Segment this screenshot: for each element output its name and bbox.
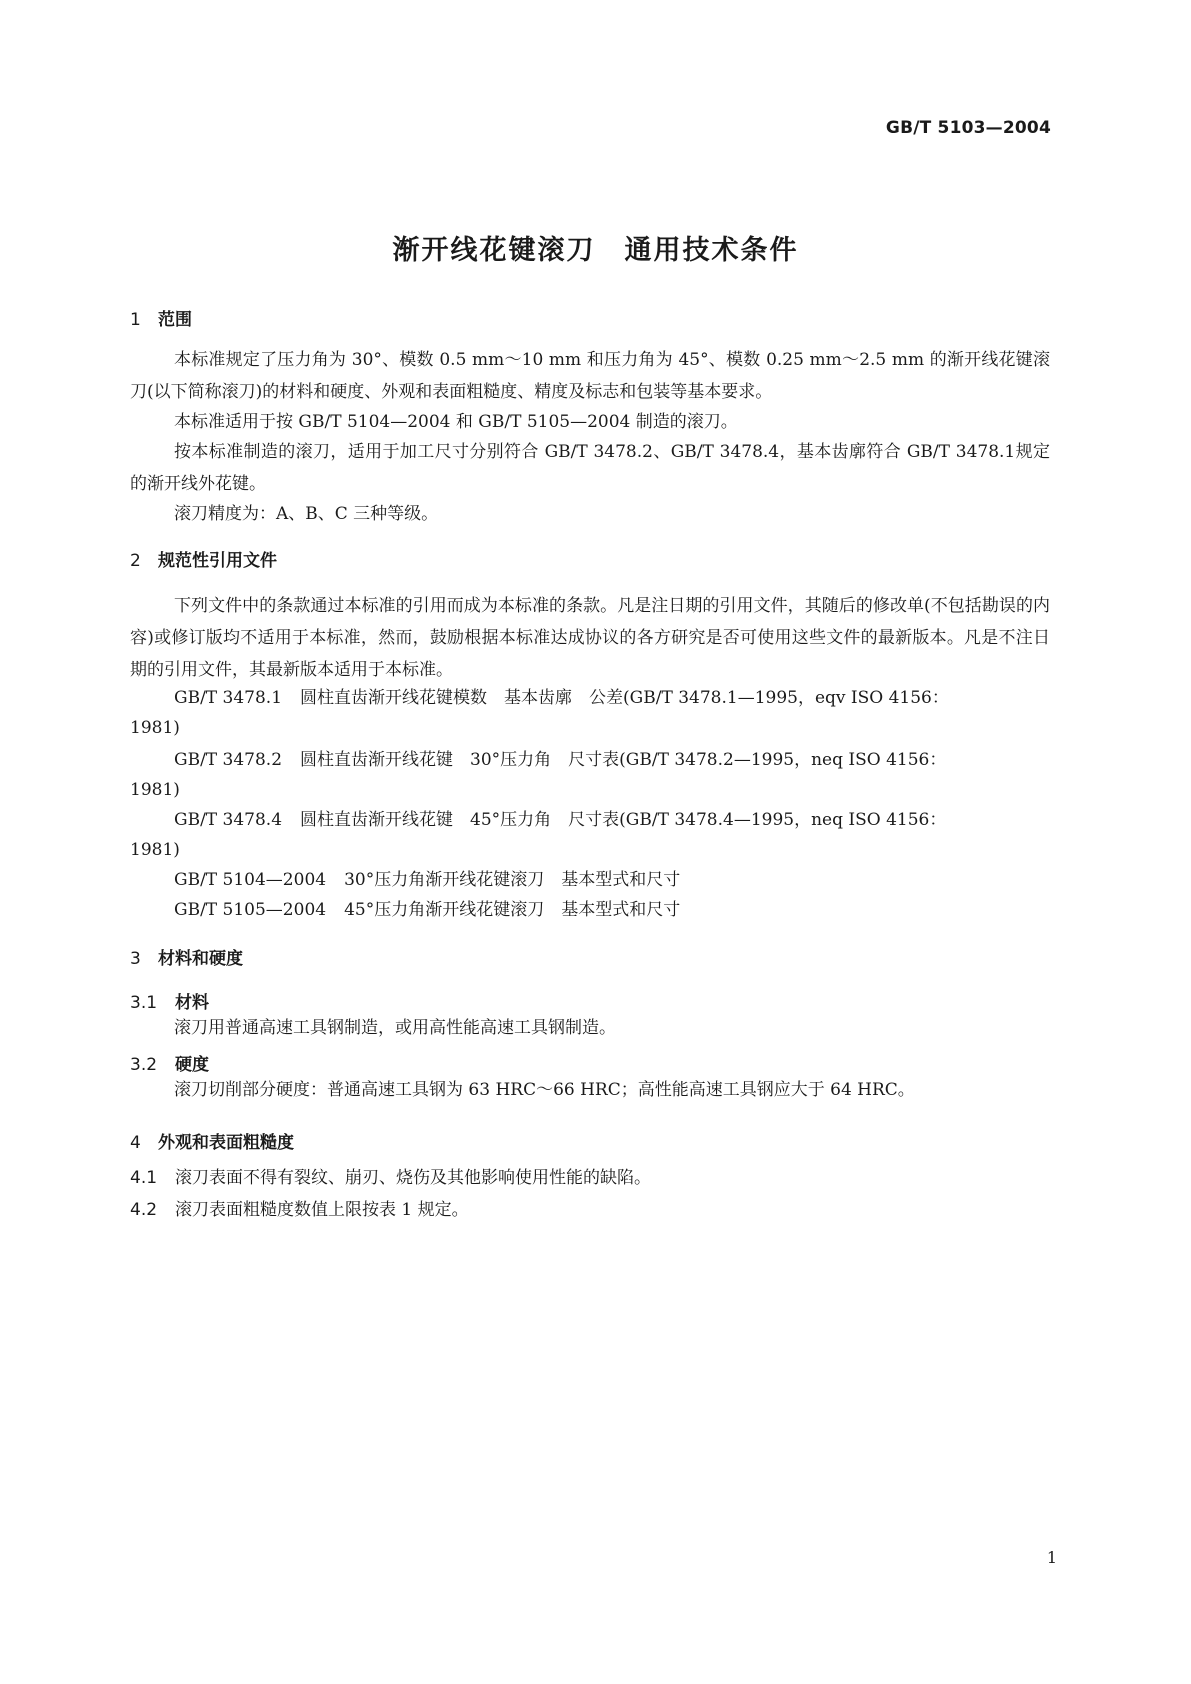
document-title: 渐开线花键滚刀 通用技术条件 <box>392 235 799 266</box>
subsection-3-1-heading <box>130 988 209 1013</box>
section-2-heading <box>130 546 277 571</box>
clause-number: 4.1 <box>130 1168 158 1188</box>
reference-continuation: 1981) <box>130 718 180 738</box>
reference-item <box>174 894 1050 926</box>
reference-continuation: 1981) <box>130 780 180 800</box>
section-title: 范围 <box>158 310 192 330</box>
clause-item <box>130 1194 1050 1226</box>
reference-code: GB/T 5105—2004 <box>174 900 327 920</box>
paragraph: 下列文件中的条款通过本标准的引用而成为本标准的条款。凡是注日期的引用文件，其随后的修改单(不包括勘误的内容)或修订版均不适用于本标准，然而，鼓励根据本标准达成协议的各方研究是否可使用这些文件的最新版本。凡是不注日期的引用文件，其最新版本适用于本标准。 <box>130 596 1050 680</box>
section-title: 外观和表面粗糙度 <box>158 1133 294 1153</box>
section-4-heading <box>130 1128 294 1153</box>
reference-title: 圆柱直齿渐开线花键 30°压力角 尺寸表(GB/T 3478.2—1995，neq ISO 4156： <box>300 750 947 770</box>
reference-title: 圆柱直齿渐开线花键 45°压力角 尺寸表(GB/T 3478.4—1995，neq ISO 4156： <box>300 810 947 830</box>
reference-item <box>174 744 1050 776</box>
section-3-heading <box>130 944 243 969</box>
standard-code: GB/T 5103—2004 <box>885 118 1051 138</box>
subsection-number: 3.2 <box>130 1055 158 1075</box>
paragraph: 本标准适用于按 GB/T 5104—2004 和 GB/T 5105—2004 制造的滚刀。 <box>174 412 738 432</box>
paragraph: 滚刀切削部分硬度：普通高速工具钢为 63 HRC～66 HRC；高性能高速工具钢应大于 64 HRC。 <box>174 1080 915 1100</box>
reference-title: 圆柱直齿渐开线花键模数 基本齿廓 公差(GB/T 3478.1—1995，eqv ISO 4156： <box>300 688 949 708</box>
reference-code: GB/T 3478.2 <box>174 750 283 770</box>
reference-code: GB/T 5104—2004 <box>174 870 327 890</box>
subsection-title: 硬度 <box>175 1055 209 1075</box>
paragraph: 滚刀精度为：A、B、C 三种等级。 <box>174 504 439 524</box>
section-number: 1 <box>130 310 141 330</box>
clause-number: 4.2 <box>130 1200 158 1220</box>
section-1-heading <box>130 305 192 330</box>
reference-item <box>174 804 1050 836</box>
reference-item <box>174 864 1050 896</box>
section-title: 规范性引用文件 <box>158 551 277 571</box>
section-number: 3 <box>130 949 141 969</box>
section-number: 2 <box>130 551 141 571</box>
subsection-3-2-heading <box>130 1050 209 1075</box>
reference-code: GB/T 3478.1 <box>174 688 283 708</box>
subsection-number: 3.1 <box>130 993 158 1013</box>
paragraph: 本标准规定了压力角为 30°、模数 0.5 mm～10 mm 和压力角为 45°、模数 0.25 mm～2.5 mm 的渐开线花键滚刀(以下简称滚刀)的材料和硬度、外观和表面粗糙度、精度及标志和包装等基本要求。 <box>130 350 1050 402</box>
clause-item <box>130 1162 1050 1194</box>
subsection-title: 材料 <box>175 993 209 1013</box>
section-title: 材料和硬度 <box>158 949 243 969</box>
reference-title: 45°压力角渐开线花键滚刀 基本型式和尺寸 <box>344 900 681 920</box>
reference-item <box>174 682 1050 714</box>
page-number: 1 <box>1046 1548 1057 1567</box>
reference-code: GB/T 3478.4 <box>174 810 283 830</box>
reference-title: 30°压力角渐开线花键滚刀 基本型式和尺寸 <box>344 870 681 890</box>
section-number: 4 <box>130 1133 141 1153</box>
paragraph: 按本标准制造的滚刀，适用于加工尺寸分别符合 GB/T 3478.2、GB/T 3478.4，基本齿廓符合 GB/T 3478.1规定的渐开线外花键。 <box>130 442 1050 494</box>
clause-text: 滚刀表面不得有裂纹、崩刃、烧伤及其他影响使用性能的缺陷。 <box>175 1168 651 1188</box>
clause-text: 滚刀表面粗糙度数值上限按表 1 规定。 <box>175 1200 469 1220</box>
reference-continuation: 1981) <box>130 840 180 860</box>
paragraph: 滚刀用普通高速工具钢制造，或用高性能高速工具钢制造。 <box>174 1018 616 1038</box>
